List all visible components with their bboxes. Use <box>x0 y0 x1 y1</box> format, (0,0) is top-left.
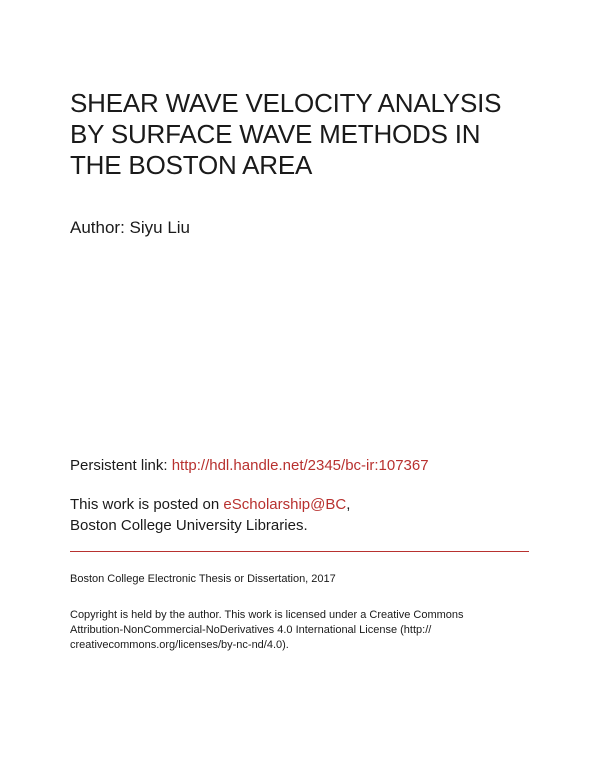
title-line: THE BOSTON AREA <box>70 150 313 180</box>
copyright-line: Copyright is held by the author. This work is licensed under a Creative Commons <box>70 609 464 621</box>
copyright-line: Attribution-NonCommercial-NoDerivatives 4.0 International License (http:// <box>70 624 432 636</box>
persistent-link-line <box>70 456 429 476</box>
divider-rule <box>70 551 529 552</box>
posted-suffix: , <box>346 496 351 513</box>
title-line: SHEAR WAVE VELOCITY ANALYSIS <box>70 88 502 118</box>
posted-prefix: This work is posted on <box>70 496 224 513</box>
document-title <box>70 88 540 181</box>
copyright-notice <box>70 608 540 653</box>
title-line: BY SURFACE WAVE METHODS IN <box>70 119 481 149</box>
persistent-link-label: Persistent link: <box>70 457 172 474</box>
escholarship-link[interactable]: eScholarship@BC <box>223 496 347 513</box>
persistent-link[interactable]: http://hdl.handle.net/2345/bc-ir:107367 <box>171 457 429 474</box>
posted-notice <box>70 494 350 536</box>
thesis-note: Boston College Electronic Thesis or Dissertation, 2017 <box>70 573 336 585</box>
author-line: Author: Siyu Liu <box>70 218 191 237</box>
posted-first-line <box>70 494 350 515</box>
copyright-line: creativecommons.org/licenses/by-nc-nd/4.0). <box>70 639 289 651</box>
posted-second-line: Boston College University Libraries. <box>70 517 308 534</box>
